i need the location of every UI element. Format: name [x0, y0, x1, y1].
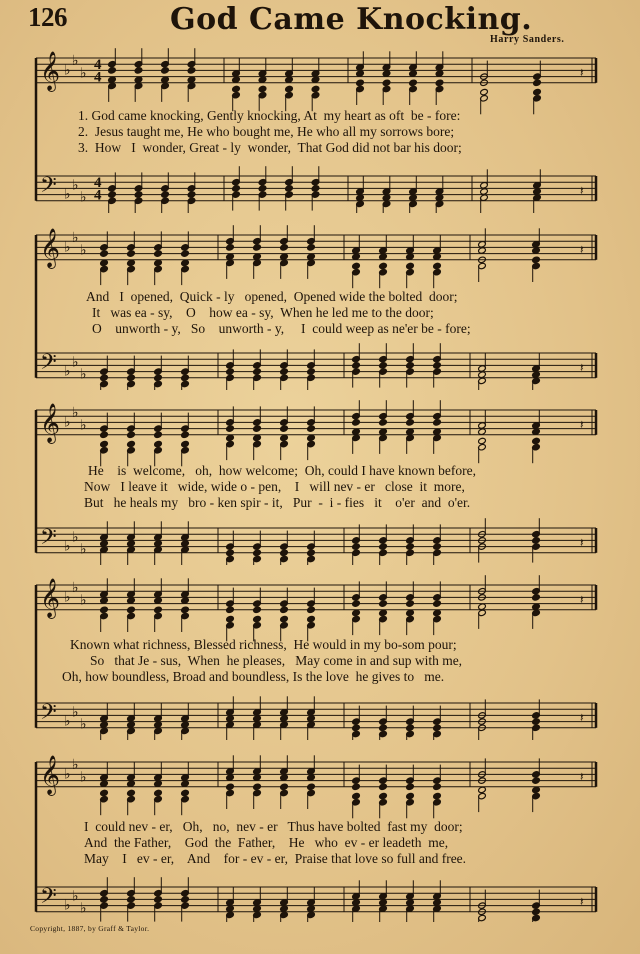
chord-note	[533, 194, 542, 213]
chord-note	[435, 79, 444, 105]
chord-note	[127, 727, 136, 740]
rest-icon: 𝄽	[580, 894, 584, 909]
chord-note	[100, 606, 109, 632]
chord-note	[307, 434, 316, 460]
chord-note	[532, 786, 541, 812]
chord-note	[307, 253, 316, 279]
copyright-notice: Copyright, 1887, by Graff & Taylor.	[30, 924, 150, 933]
bass-staff	[36, 703, 596, 728]
chord-note	[379, 428, 388, 454]
chord-note	[433, 549, 442, 565]
chord-note	[280, 721, 289, 740]
chord-note	[181, 606, 190, 632]
chord-note	[280, 911, 289, 922]
chord-note	[280, 783, 289, 809]
chord-note	[253, 721, 262, 740]
page-number: 126	[28, 2, 67, 32]
chord-note	[532, 518, 541, 544]
chord-note	[379, 609, 388, 635]
verse-line: Known what richness, Blessed richness, He would in my bo-som pour;	[70, 637, 457, 652]
chord-note	[253, 555, 262, 565]
verse-line: So that Je - sus, When he pleases, May come in and sup with me,	[90, 653, 463, 668]
chord-note	[406, 400, 415, 426]
flat-icon: ♭	[64, 767, 71, 783]
chord-note	[181, 380, 190, 390]
chord-note	[307, 374, 316, 390]
bass-clef-icon: 𝄢	[40, 173, 57, 203]
flat-icon: ♭	[80, 542, 87, 558]
flat-icon: ♭	[64, 714, 71, 730]
treble-staff	[36, 762, 596, 787]
chord-note	[187, 197, 196, 213]
flat-icon: ♭	[80, 770, 87, 786]
flat-icon: ♭	[80, 418, 87, 434]
chord-note	[382, 79, 391, 105]
flat-icon: ♭	[64, 539, 71, 555]
flat-icon: ♭	[64, 240, 71, 256]
chord-note	[406, 343, 415, 369]
rest-icon: 𝄽	[580, 535, 584, 550]
chord-note	[154, 259, 163, 285]
chord-note	[161, 197, 170, 213]
rest-icon: 𝄽	[580, 417, 584, 432]
chord-note	[352, 730, 361, 740]
chord-note	[352, 343, 361, 369]
chord-note	[406, 609, 415, 635]
flat-icon: ♭	[80, 901, 87, 917]
chord-note	[433, 262, 442, 288]
flat-icon: ♭	[64, 364, 71, 380]
bass-clef-icon: 𝄢	[40, 884, 57, 914]
rest-icon: 𝄽	[580, 65, 584, 80]
chord-note	[532, 256, 541, 282]
chord-note	[480, 194, 489, 213]
chord-note	[108, 197, 117, 213]
chord-note	[253, 911, 262, 922]
chord-note	[478, 603, 487, 629]
chord-note	[352, 549, 361, 565]
flat-icon: ♭	[72, 530, 79, 546]
rest-icon: 𝄽	[580, 242, 584, 257]
chord-note	[108, 48, 117, 74]
bass-clef-icon: 𝄢	[40, 350, 57, 380]
chord-note	[100, 546, 109, 565]
chord-note	[226, 555, 235, 565]
time-signature-digit: 4	[94, 175, 102, 191]
chord-note	[379, 400, 388, 426]
chord-note	[478, 786, 487, 812]
rest-icon: 𝄽	[580, 592, 584, 607]
flat-icon: ♭	[80, 717, 87, 733]
chord-note	[409, 200, 418, 213]
treble-clef-icon: 𝄞	[40, 403, 61, 443]
chord-note	[379, 905, 388, 922]
chord-note	[532, 575, 541, 601]
treble-clef-icon: 𝄞	[40, 755, 61, 795]
chord-note	[532, 914, 541, 922]
chord-note	[253, 434, 262, 460]
verse-line: 2. Jesus taught me, He who bought me, He who all my sorrows bore;	[78, 124, 455, 139]
chord-note	[478, 437, 487, 463]
treble-staff	[36, 235, 596, 260]
chord-note	[352, 609, 361, 635]
chord-note	[226, 225, 235, 251]
chord-note	[532, 603, 541, 629]
flat-icon: ♭	[80, 367, 87, 383]
chord-note	[226, 253, 235, 279]
chord-note	[100, 877, 109, 903]
chord-note	[379, 730, 388, 740]
chord-note	[307, 911, 316, 922]
flat-icon: ♭	[80, 243, 87, 259]
chord-note	[406, 549, 415, 565]
chord-note	[258, 166, 267, 192]
chord-note	[311, 166, 320, 192]
chord-note	[433, 730, 442, 740]
chord-note	[285, 166, 294, 192]
chord-note	[154, 877, 163, 903]
flat-icon: ♭	[80, 190, 87, 206]
chord-note	[280, 434, 289, 460]
chord-note	[532, 437, 541, 463]
chord-note	[134, 76, 143, 102]
flat-icon: ♭	[64, 63, 71, 79]
chord-note	[161, 76, 170, 102]
chord-note	[352, 428, 361, 454]
chord-note	[226, 721, 235, 740]
bass-staff	[36, 353, 596, 378]
verse-line: And I opened, Quick - ly opened, Opened wide the bolted door;	[86, 289, 458, 304]
verse-line: 3. How I wonder, Great - ly wonder, That God did not bar his door;	[78, 140, 462, 155]
rest-icon: 𝄽	[580, 360, 584, 375]
chord-note	[253, 783, 262, 809]
verse-line: O unworth - y, So unworth - y, I could weep as ne'er be - fore;	[92, 321, 471, 336]
chord-note	[280, 374, 289, 390]
flat-icon: ♭	[80, 66, 87, 82]
chord-note	[379, 549, 388, 565]
chord-note	[181, 546, 190, 565]
chord-note	[108, 76, 117, 102]
chord-note	[433, 905, 442, 922]
chord-note	[352, 905, 361, 922]
chord-note	[352, 792, 361, 818]
chord-note	[232, 166, 241, 192]
chord-note	[226, 783, 235, 809]
chord-note	[307, 555, 316, 565]
treble-clef-icon: 𝄞	[40, 228, 61, 268]
chord-note	[280, 555, 289, 565]
time-signature-digit: 4	[94, 57, 102, 73]
chord-note	[433, 343, 442, 369]
verse-line: May I ev - er, And for - ev - er, Praise that love so full and free.	[84, 851, 467, 866]
time-signature-digit: 4	[94, 69, 102, 86]
verse-line: Now I leave it wide, wide o - pen, I will nev - er close it more,	[84, 479, 465, 494]
flat-icon: ♭	[72, 758, 79, 774]
treble-clef-icon: 𝄞	[40, 51, 61, 91]
chord-note	[226, 911, 235, 922]
verse-line: 1. God came knocking, Gently knocking, At my heart as oft be - fore:	[78, 108, 461, 123]
verse-line: I could nev - er, Oh, no, nev - er Thus have bolted fast my door;	[84, 819, 463, 834]
flat-icon: ♭	[72, 178, 79, 194]
chord-note	[127, 789, 136, 815]
rest-icon: 𝄽	[580, 183, 584, 198]
composer-credit: Harry Sanders.	[490, 34, 565, 45]
chord-note	[127, 877, 136, 903]
flat-icon: ♭	[72, 705, 79, 721]
chord-note	[307, 783, 316, 809]
chord-note	[100, 789, 109, 815]
verse-line: Oh, how boundless, Broad and boundless, Is the love he gives to me.	[62, 669, 445, 684]
flat-icon: ♭	[80, 593, 87, 609]
chord-note	[154, 380, 163, 390]
chord-note	[433, 792, 442, 818]
chord-note	[154, 546, 163, 565]
chord-note	[406, 905, 415, 922]
chord-note	[181, 259, 190, 285]
chord-note	[134, 197, 143, 213]
chord-note	[433, 400, 442, 426]
chord-note	[356, 79, 365, 105]
chord-note	[406, 730, 415, 740]
chord-note	[100, 380, 109, 390]
bass-staff	[36, 528, 596, 553]
chord-note	[181, 727, 190, 740]
rest-icon: 𝄽	[580, 710, 584, 725]
flat-icon: ♭	[72, 406, 79, 422]
chord-note	[356, 200, 365, 213]
flat-icon: ♭	[72, 889, 79, 905]
verse-line: He is welcome, oh, how welcome; Oh, could I have known before,	[88, 463, 477, 478]
chord-note	[379, 792, 388, 818]
chord-note	[127, 546, 136, 565]
chord-note	[280, 253, 289, 279]
chord-note	[433, 428, 442, 454]
chord-note	[187, 48, 196, 74]
flat-icon: ♭	[72, 581, 79, 597]
chord-note	[127, 259, 136, 285]
chord-note	[154, 789, 163, 815]
chord-note	[100, 259, 109, 285]
bass-clef-icon: 𝄢	[40, 700, 57, 730]
time-signature-digit: 4	[94, 187, 102, 204]
chord-note	[532, 724, 541, 740]
chord-note	[100, 727, 109, 740]
flat-icon: ♭	[64, 187, 71, 203]
flat-icon: ♭	[64, 898, 71, 914]
chord-note	[226, 434, 235, 460]
chord-note	[226, 374, 235, 390]
chord-note	[352, 262, 361, 288]
treble-staff	[36, 410, 596, 435]
flat-icon: ♭	[64, 590, 71, 606]
chord-note	[134, 48, 143, 74]
chord-note	[280, 225, 289, 251]
chord-note	[307, 225, 316, 251]
chord-note	[253, 374, 262, 390]
chord-note	[161, 48, 170, 74]
rest-icon: 𝄽	[580, 769, 584, 784]
chord-note	[382, 200, 391, 213]
chord-note	[406, 428, 415, 454]
chord-note	[352, 400, 361, 426]
verse-line: And the Father, God the Father, He who ev - er leadeth me,	[84, 835, 449, 850]
chord-note	[253, 253, 262, 279]
chord-note	[478, 377, 487, 390]
treble-staff	[36, 585, 596, 610]
bass-staff	[36, 887, 596, 912]
verse-line: It was ea - sy, O how ea - sy, When he led me to the door;	[92, 305, 434, 320]
chord-note	[187, 76, 196, 102]
flat-icon: ♭	[64, 415, 71, 431]
chord-note	[307, 721, 316, 740]
chord-note	[253, 225, 262, 251]
chord-note	[435, 200, 444, 213]
chord-note	[478, 914, 487, 922]
chord-note	[532, 377, 541, 390]
chord-note	[433, 609, 442, 635]
flat-icon: ♭	[72, 54, 79, 70]
chord-note	[379, 262, 388, 288]
chord-note	[181, 877, 190, 903]
chord-note	[406, 792, 415, 818]
chord-note	[379, 343, 388, 369]
flat-icon: ♭	[72, 355, 79, 371]
chord-note	[154, 727, 163, 740]
bass-clef-icon: 𝄢	[40, 525, 57, 555]
hymn-title: God Came Knocking.	[170, 2, 533, 37]
chord-note	[478, 724, 487, 740]
chord-note	[406, 262, 415, 288]
chord-note	[127, 606, 136, 632]
verse-line: But he heals my bro - ken spir - it, Pur - i - fies it o'er and o'er.	[84, 495, 471, 510]
treble-clef-icon: 𝄞	[40, 578, 61, 618]
chord-note	[181, 789, 190, 815]
flat-icon: ♭	[72, 231, 79, 247]
chord-note	[154, 606, 163, 632]
chord-note	[409, 79, 418, 105]
chord-note	[127, 380, 136, 390]
